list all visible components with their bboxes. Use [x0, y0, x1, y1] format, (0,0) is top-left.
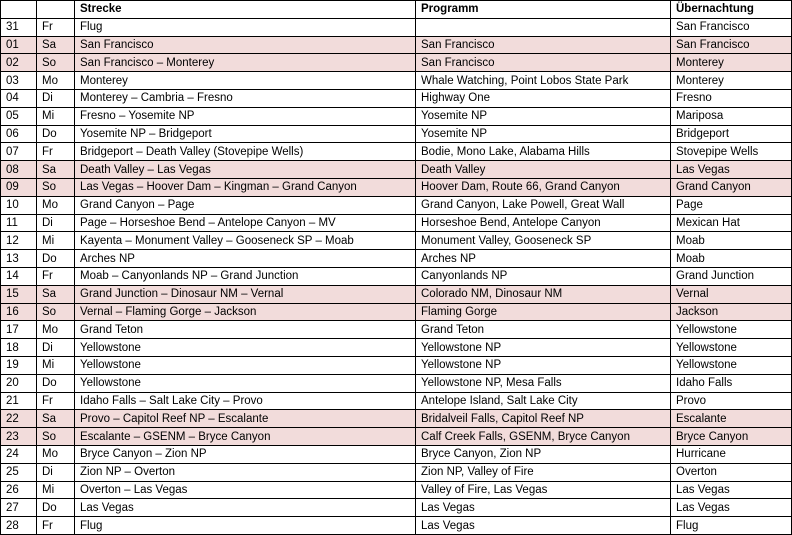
header-program: Programm [416, 1, 671, 19]
cell-day: 06 [1, 125, 37, 143]
cell-program: Colorado NM, Dinosaur NM [416, 285, 671, 303]
cell-route: San Francisco [75, 36, 416, 54]
cell-weekday: Mo [37, 321, 75, 339]
cell-day: 23 [1, 428, 37, 446]
cell-day: 14 [1, 267, 37, 285]
cell-weekday: Sa [37, 36, 75, 54]
cell-overnight: Escalante [671, 410, 792, 428]
cell-program: Monument Valley, Gooseneck SP [416, 232, 671, 250]
table-row [1, 392, 792, 410]
cell-day: 04 [1, 89, 37, 107]
cell-program: Flaming Gorge [416, 303, 671, 321]
cell-program: Zion NP, Valley of Fire [416, 463, 671, 481]
cell-route: Arches NP [75, 250, 416, 268]
cell-day: 21 [1, 392, 37, 410]
cell-route: Grand Canyon – Page [75, 196, 416, 214]
cell-overnight: Overton [671, 463, 792, 481]
cell-route: Page – Horseshoe Bend – Antelope Canyon – MV [75, 214, 416, 232]
table-row [1, 161, 792, 179]
cell-overnight: Provo [671, 392, 792, 410]
cell-weekday: So [37, 178, 75, 196]
cell-route: Yosemite NP – Bridgeport [75, 125, 416, 143]
table-row [1, 374, 792, 392]
cell-route: Provo – Capitol Reef NP – Escalante [75, 410, 416, 428]
cell-route: Yellowstone [75, 356, 416, 374]
table-row [1, 196, 792, 214]
table-row [1, 72, 792, 90]
cell-overnight: Bryce Canyon [671, 428, 792, 446]
cell-program: Yellowstone NP [416, 339, 671, 357]
cell-program: Yosemite NP [416, 107, 671, 125]
cell-day: 26 [1, 481, 37, 499]
cell-overnight: Monterey [671, 54, 792, 72]
cell-overnight: Yellowstone [671, 321, 792, 339]
table-row [1, 232, 792, 250]
cell-weekday: Fr [37, 18, 75, 36]
cell-overnight: Las Vegas [671, 499, 792, 517]
cell-route: Idaho Falls – Salt Lake City – Provo [75, 392, 416, 410]
cell-day: 31 [1, 18, 37, 36]
cell-day: 02 [1, 54, 37, 72]
cell-overnight: Grand Junction [671, 267, 792, 285]
cell-weekday: Di [37, 214, 75, 232]
cell-day: 16 [1, 303, 37, 321]
cell-weekday: Do [37, 499, 75, 517]
cell-route: Zion NP – Overton [75, 463, 416, 481]
cell-weekday: Fr [37, 517, 75, 535]
cell-program: Yellowstone NP, Mesa Falls [416, 374, 671, 392]
cell-overnight: Mariposa [671, 107, 792, 125]
table-row [1, 445, 792, 463]
cell-route: Monterey – Cambria – Fresno [75, 89, 416, 107]
cell-program: Highway One [416, 89, 671, 107]
cell-route: Las Vegas – Hoover Dam – Kingman – Grand Canyon [75, 178, 416, 196]
cell-day: 12 [1, 232, 37, 250]
cell-program: San Francisco [416, 54, 671, 72]
cell-weekday: Fr [37, 392, 75, 410]
cell-route: Yellowstone [75, 374, 416, 392]
cell-program: Bodie, Mono Lake, Alabama Hills [416, 143, 671, 161]
cell-day: 19 [1, 356, 37, 374]
cell-program: Whale Watching, Point Lobos State Park [416, 72, 671, 90]
table-row [1, 463, 792, 481]
cell-route: Moab – Canyonlands NP – Grand Junction [75, 267, 416, 285]
cell-weekday: Mo [37, 445, 75, 463]
cell-overnight: Stovepipe Wells [671, 143, 792, 161]
cell-weekday: Fr [37, 143, 75, 161]
cell-route: Monterey [75, 72, 416, 90]
table-row [1, 517, 792, 535]
cell-weekday: Do [37, 125, 75, 143]
cell-overnight: Las Vegas [671, 481, 792, 499]
cell-route: San Francisco – Monterey [75, 54, 416, 72]
cell-overnight: Vernal [671, 285, 792, 303]
cell-route: Death Valley – Las Vegas [75, 161, 416, 179]
cell-route: Flug [75, 517, 416, 535]
cell-route: Vernal – Flaming Gorge – Jackson [75, 303, 416, 321]
cell-overnight: Bridgeport [671, 125, 792, 143]
cell-weekday: Mi [37, 481, 75, 499]
table-row [1, 285, 792, 303]
table-row [1, 54, 792, 72]
table-row [1, 250, 792, 268]
table-row [1, 214, 792, 232]
cell-program: Valley of Fire, Las Vegas [416, 481, 671, 499]
table-row [1, 178, 792, 196]
header-route: Strecke [75, 1, 416, 19]
table-row [1, 89, 792, 107]
cell-overnight: Yellowstone [671, 356, 792, 374]
cell-day: 20 [1, 374, 37, 392]
cell-day: 08 [1, 161, 37, 179]
cell-route: Fresno – Yosemite NP [75, 107, 416, 125]
cell-overnight: Monterey [671, 72, 792, 90]
cell-overnight: Grand Canyon [671, 178, 792, 196]
cell-overnight: Hurricane [671, 445, 792, 463]
cell-program: Hoover Dam, Route 66, Grand Canyon [416, 178, 671, 196]
cell-weekday: Mo [37, 196, 75, 214]
table-row [1, 125, 792, 143]
table-row [1, 18, 792, 36]
cell-day: 24 [1, 445, 37, 463]
cell-route: Escalante – GSENM – Bryce Canyon [75, 428, 416, 446]
cell-day: 10 [1, 196, 37, 214]
cell-overnight: Moab [671, 250, 792, 268]
cell-overnight: Mexican Hat [671, 214, 792, 232]
cell-day: 05 [1, 107, 37, 125]
table-row [1, 481, 792, 499]
table-row [1, 107, 792, 125]
cell-weekday: Sa [37, 285, 75, 303]
table-row [1, 339, 792, 357]
cell-weekday: Di [37, 89, 75, 107]
cell-day: 27 [1, 499, 37, 517]
cell-program: Grand Canyon, Lake Powell, Great Wall [416, 196, 671, 214]
cell-day: 17 [1, 321, 37, 339]
cell-weekday: Mi [37, 356, 75, 374]
cell-program: Arches NP [416, 250, 671, 268]
cell-route: Grand Junction – Dinosaur NM – Vernal [75, 285, 416, 303]
cell-program: Canyonlands NP [416, 267, 671, 285]
cell-overnight: Flug [671, 517, 792, 535]
cell-program: Calf Creek Falls, GSENM, Bryce Canyon [416, 428, 671, 446]
cell-overnight: Yellowstone [671, 339, 792, 357]
table-row [1, 143, 792, 161]
cell-overnight: Page [671, 196, 792, 214]
cell-day: 11 [1, 214, 37, 232]
header-overnight: Übernachtung [671, 1, 792, 19]
cell-day: 09 [1, 178, 37, 196]
table-row [1, 321, 792, 339]
cell-day: 22 [1, 410, 37, 428]
cell-overnight: San Francisco [671, 18, 792, 36]
cell-day: 07 [1, 143, 37, 161]
cell-weekday: So [37, 428, 75, 446]
cell-weekday: Do [37, 250, 75, 268]
cell-program [416, 18, 671, 36]
cell-weekday: Fr [37, 267, 75, 285]
cell-program: Grand Teton [416, 321, 671, 339]
cell-overnight: San Francisco [671, 36, 792, 54]
cell-weekday: Di [37, 463, 75, 481]
cell-day: 13 [1, 250, 37, 268]
cell-route: Grand Teton [75, 321, 416, 339]
cell-route: Yellowstone [75, 339, 416, 357]
cell-day: 25 [1, 463, 37, 481]
cell-overnight: Jackson [671, 303, 792, 321]
cell-weekday: So [37, 54, 75, 72]
cell-program: Bryce Canyon, Zion NP [416, 445, 671, 463]
header-weekday [37, 1, 75, 19]
cell-overnight: Las Vegas [671, 161, 792, 179]
cell-route: Bryce Canyon – Zion NP [75, 445, 416, 463]
cell-route: Kayenta – Monument Valley – Gooseneck SP – Moab [75, 232, 416, 250]
cell-overnight: Fresno [671, 89, 792, 107]
cell-day: 18 [1, 339, 37, 357]
cell-program: Horseshoe Bend, Antelope Canyon [416, 214, 671, 232]
cell-weekday: Sa [37, 410, 75, 428]
cell-program: Las Vegas [416, 499, 671, 517]
cell-route: Las Vegas [75, 499, 416, 517]
cell-weekday: Di [37, 339, 75, 357]
cell-overnight: Moab [671, 232, 792, 250]
cell-day: 01 [1, 36, 37, 54]
cell-program: Antelope Island, Salt Lake City [416, 392, 671, 410]
cell-weekday: Mi [37, 232, 75, 250]
cell-program: Las Vegas [416, 517, 671, 535]
table-row [1, 36, 792, 54]
cell-program: Bridalveil Falls, Capitol Reef NP [416, 410, 671, 428]
table-row [1, 267, 792, 285]
cell-overnight: Idaho Falls [671, 374, 792, 392]
cell-weekday: Mo [37, 72, 75, 90]
header-day [1, 1, 37, 19]
cell-program: San Francisco [416, 36, 671, 54]
cell-route: Flug [75, 18, 416, 36]
table-row [1, 410, 792, 428]
cell-program: Yosemite NP [416, 125, 671, 143]
table-row [1, 499, 792, 517]
table-row [1, 428, 792, 446]
table-row [1, 303, 792, 321]
cell-weekday: Mi [37, 107, 75, 125]
table-row [1, 356, 792, 374]
cell-route: Overton – Las Vegas [75, 481, 416, 499]
cell-program: Yellowstone NP [416, 356, 671, 374]
cell-weekday: So [37, 303, 75, 321]
cell-program: Death Valley [416, 161, 671, 179]
cell-day: 03 [1, 72, 37, 90]
cell-weekday: Do [37, 374, 75, 392]
cell-day: 28 [1, 517, 37, 535]
cell-weekday: Sa [37, 161, 75, 179]
header-row [1, 1, 792, 19]
cell-route: Bridgeport – Death Valley (Stovepipe Wells) [75, 143, 416, 161]
cell-day: 15 [1, 285, 37, 303]
